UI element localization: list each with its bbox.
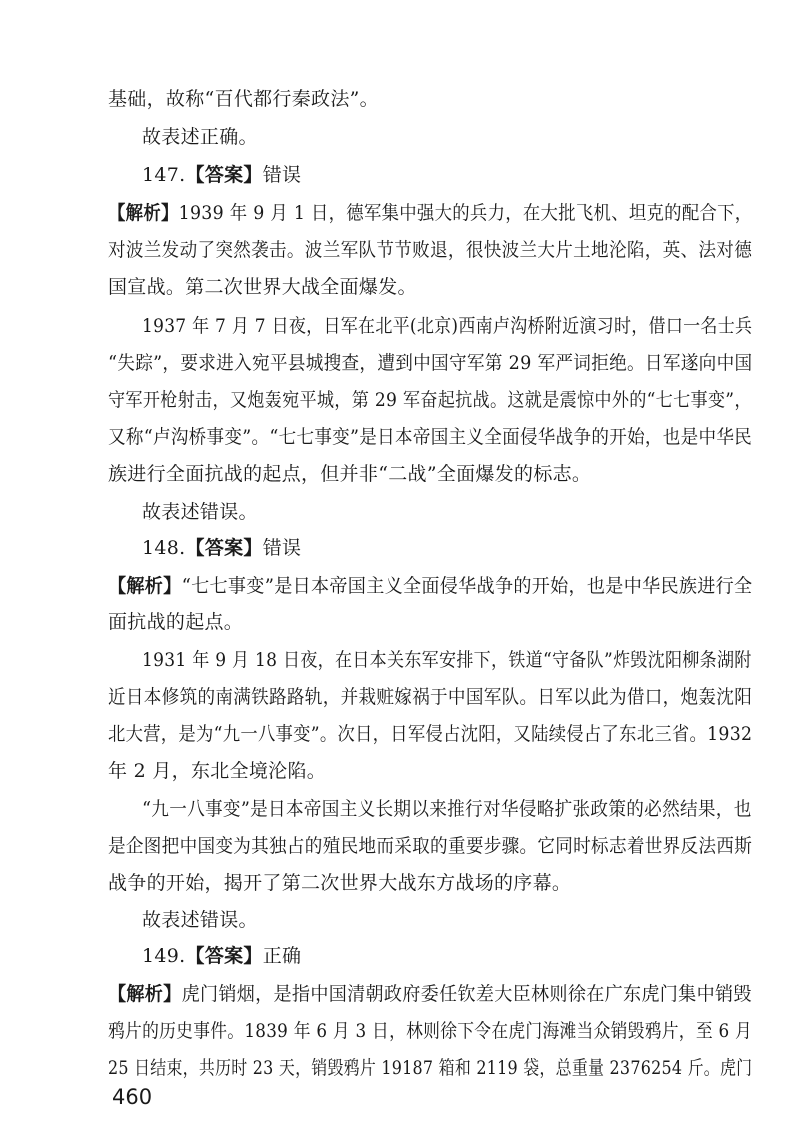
analysis-text: 虎门销烟，是指中国清朝政府委任钦差大臣林则徐在广东虎门集中销毁	[181, 983, 752, 1005]
text-line: 国宣战。第二次世界大战全面爆发。	[108, 276, 417, 298]
analysis-text: “七七事变”是日本帝国主义全面侵华战争的开始，也是中华民族进行全	[181, 575, 753, 597]
question-number: 148.	[142, 537, 186, 559]
text-line: 北大营，是为“九一八事变”。次日，日军侵占沈阳，又陆续侵占了东北三省。1932	[108, 723, 753, 745]
text-line: 又称“卢沟桥事变”。“七七事变”是日本帝国主义全面侵华战争的开始，也是中华民	[108, 426, 753, 448]
conclusion-line: 故表述正确。	[142, 126, 258, 148]
answer-value: 正确	[262, 945, 302, 967]
answer-label: 【答案】	[185, 164, 263, 186]
answer-value: 错误	[262, 537, 302, 559]
answer-line-147	[142, 160, 301, 190]
analysis-label: 【解析】	[108, 575, 182, 597]
analysis-line	[108, 198, 752, 228]
text-line: 是企图把中国变为其独占的殖民地而采取的重要步骤。它同时标志着世界反法西斯	[108, 835, 753, 857]
analysis-text: 1939 年 9 月 1 日，德军集中强大的兵力，在大批飞机、坦克的配合下，	[178, 202, 753, 224]
answer-line-149	[142, 941, 301, 971]
text-line: 鸦片的历史事件。1839 年 6 月 3 日，林则徐下令在虎门海滩当众销毁鸦片，至 6 月	[108, 1020, 753, 1042]
text-line: 25 日结束，共历时 23 天，销毁鸦片 19187 箱和 2119 袋，总重量 2376254 斤。虎门	[108, 1057, 753, 1079]
text-line: 年 2 月，东北全境沦陷。	[108, 760, 327, 782]
text-line: “九一八事变”是日本帝国主义长期以来推行对华侵略扩张政策的必然结果，也	[142, 798, 752, 820]
question-number: 147.	[142, 164, 186, 186]
answer-value: 错误	[262, 164, 302, 186]
text-line: 对波兰发动了突然袭击。波兰军队节节败退，很快波兰大片土地沦陷，英、法对德	[108, 239, 753, 261]
page-number: 460	[112, 1085, 153, 1109]
text-line: 战争的开始，揭开了第二次世界大战东方战场的序幕。	[108, 872, 572, 894]
analysis-line	[108, 979, 752, 1009]
text-line: 基础，故称“百代都行秦政法”。	[108, 88, 379, 110]
conclusion-line: 故表述错误。	[142, 909, 258, 931]
text-line: 近日本修筑的南满铁路路轨，并栽赃嫁祸于中国军队。日军以此为借口，炮轰沈阳	[108, 686, 753, 708]
answer-line-148	[142, 533, 301, 563]
text-line: 守军开枪射击，又炮轰宛平城，第 29 军奋起抗战。这就是震惊中外的“七七事变”，	[108, 389, 752, 411]
text-line: “失踪”，要求进入宛平县城搜查，遭到中国守军第 29 军严词拒绝。日军遂向中国	[108, 352, 753, 374]
text-line: 族进行全面抗战的起点，但并非“二战”全面爆发的标志。	[108, 463, 592, 485]
question-number: 149.	[142, 945, 186, 967]
conclusion-line: 故表述错误。	[142, 501, 258, 523]
analysis-label: 【解析】	[108, 983, 182, 1005]
answer-label: 【答案】	[185, 537, 263, 559]
analysis-line	[108, 571, 752, 601]
analysis-label: 【解析】	[108, 202, 179, 224]
answer-label: 【答案】	[185, 945, 263, 967]
text-line: 1937 年 7 月 7 日夜，日军在北平(北京)西南卢沟桥附近演习时，借口一名士兵	[142, 315, 753, 337]
text-line: 面抗战的起点。	[108, 611, 244, 633]
text-line: 1931 年 9 月 18 日夜，在日本关东军安排下，铁道“守备队”炸毁沈阳柳条湖附	[142, 649, 752, 671]
